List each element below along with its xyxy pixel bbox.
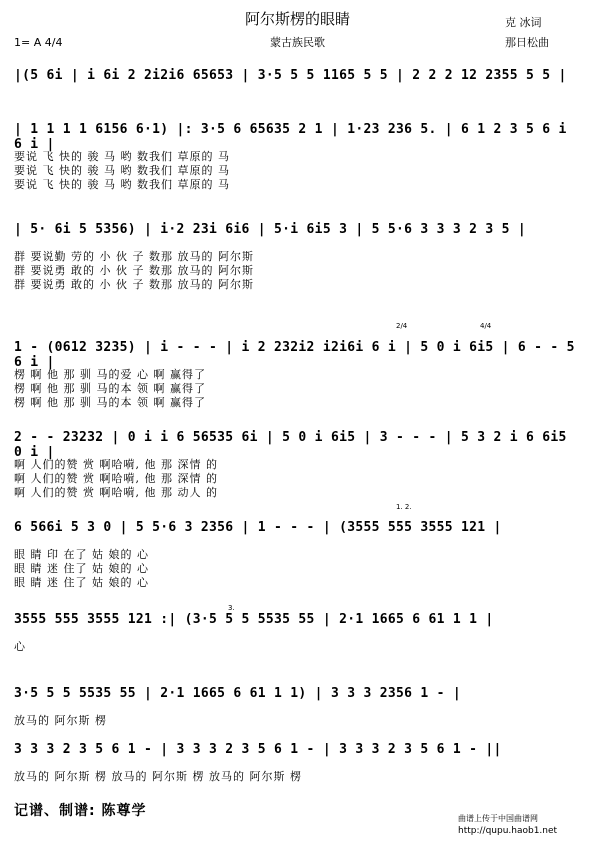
notation-line: 2 - - 23232 | 0 i i 6 56535 6i | 5 0 i 6i5 | 3 - - - | 5 3 2 i 6 6i5 0 i | [14,430,567,460]
lyric-line: 啊 人们的赞 赏 啊哈嗬, 他 那 深情 的 [14,472,218,485]
notation-line: 6 566i 5 3 0 | 5 5·6 3 2356 | 1 - - - | (3555 555 3555 121 | [14,520,502,535]
notation-line: |(5 6i | i 6i 2 2i2i6 65653 | 3·5 5 5 1165 5 5 | 2 2 2 12 2355 5 5 | [14,68,567,83]
lyric-line: 要说 飞 快的 骏 马 哟 数我们 草原的 马 [14,164,230,177]
volta-marker: 3. [228,604,235,612]
lyric-line: 群 要说勤 劳的 小 伙 子 数那 放马的 阿尔斯 [14,250,254,263]
lyricist-credit: 克 冰词 [505,16,542,29]
site-footer[interactable] [458,812,595,840]
volta-marker: 1. 2. [396,503,412,511]
lyric-line: 楞 啊 他 那 驯 马的本 领 啊 赢得了 [14,396,206,409]
footer-site-url[interactable]: http://qupu.haob1.net [458,826,558,836]
lyric-line: 眼 睛 迷 住了 姑 娘的 心 [14,562,149,575]
lyric-line: 啊 人们的赞 赏 啊哈嗬, 他 那 深情 的 [14,458,218,471]
lyric-line: 啊 人们的赞 赏 啊哈嗬, 他 那 动人 的 [14,486,218,499]
lyric-line: 放马的 阿尔斯 楞 [14,714,107,727]
lyric-line: 楞 啊 他 那 驯 马的爱 心 啊 赢得了 [14,368,206,381]
lyric-line: 要说 飞 快的 骏 马 哟 数我们 草原的 马 [14,150,230,163]
lyric-line: 群 要说勇 敢的 小 伙 子 数那 放马的 阿尔斯 [14,278,254,291]
lyric-line: 眼 睛 迷 住了 姑 娘的 心 [14,576,149,589]
notation-line: 3 3 3 2 3 5 6 1 - | 3 3 3 2 3 5 6 1 - | 3 3 3 2 3 5 6 1 - || [14,742,502,757]
song-subtitle: 蒙古族民歌 [270,36,325,49]
notation-line: | 5· 6i 5 5356) | i·2 23i 6i6 | 5·i 6i5 3 | 5 5·6 3 3 3 2 3 5 | [14,222,526,237]
lyric-line: 眼 睛 印 在了 姑 娘的 心 [14,548,149,561]
notation-line: 3·5 5 5 5535 55 | 2·1 1665 6 61 1 1) | 3 3 3 2356 1 - | [14,686,461,701]
notation-line: 1 - (0612 3235) | i - - - | i 2 232i2 i2i6i 6 i | 5 0 i 6i5 | 6 - - 5 6 i | [14,340,575,370]
meter-change-marker: 2/4 [396,322,408,330]
transcriber-credit: 记谱、制谱: 陈尊学 [14,803,147,819]
lyric-line: 群 要说勇 敢的 小 伙 子 数那 放马的 阿尔斯 [14,264,254,277]
composer-credit: 那日松曲 [505,36,549,49]
song-title: 阿尔斯楞的眼睛 [244,10,350,28]
key-signature: 1= A 4/4 [14,36,63,49]
lyric-line: 放马的 阿尔斯 楞 放马的 阿尔斯 楞 放马的 阿尔斯 楞 [14,770,302,783]
notation-line: 3555 555 3555 121 :| (3·5 5 5 5535 55 | 2·1 1665 6 61 1 1 | [14,612,494,627]
lyric-line: 要说 飞 快的 骏 马 哟 数我们 草原的 马 [14,178,230,191]
footer-site-name: 曲谱上传于中国曲谱网 [458,814,538,823]
notation-line: | 1 1 1 1 6156 6·1) |: 3·5 6 65635 2 1 | 1·23 236 5. | 6 1 2 3 5 6 i 6 i | [14,122,567,152]
lyric-line: 楞 啊 他 那 驯 马的本 领 啊 赢得了 [14,382,206,395]
lyric-line: 心 [14,640,26,653]
meter-change-marker: 4/4 [480,322,492,330]
